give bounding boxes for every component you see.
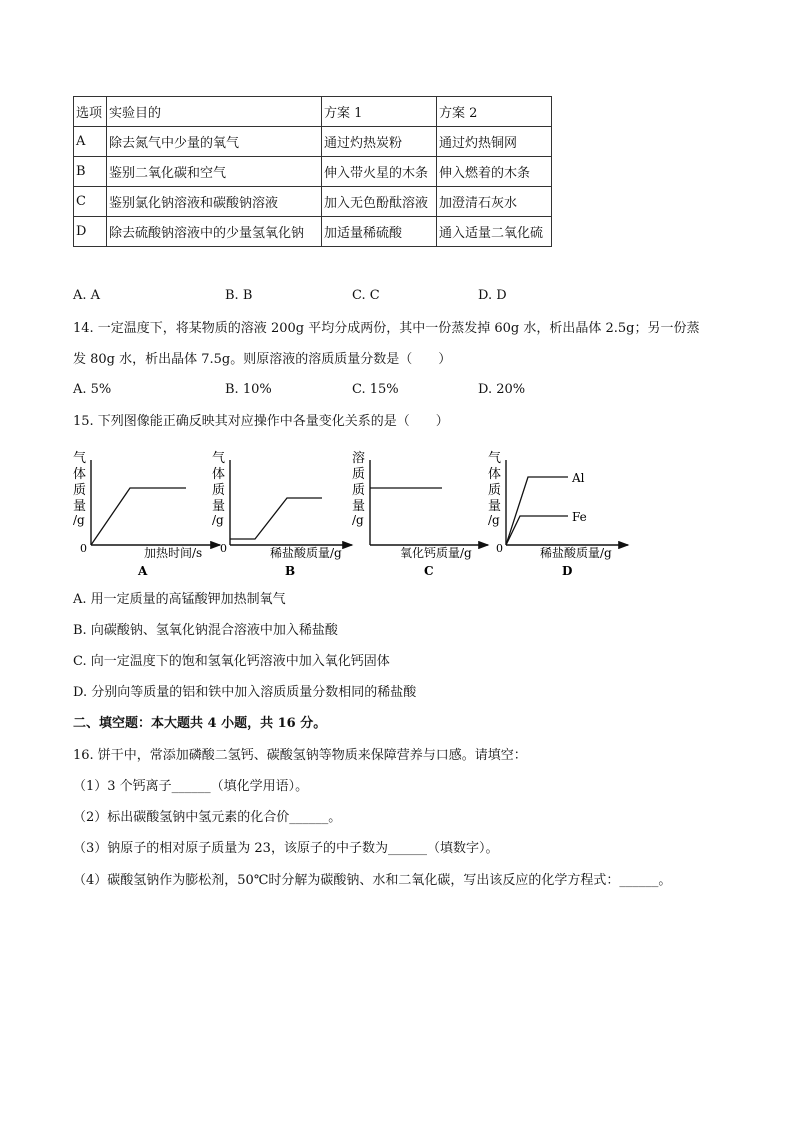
q14-option-b[interactable]: B. 10% <box>225 382 272 397</box>
graph-d-series-fe: Fe <box>572 510 587 524</box>
graph-a <box>73 451 220 578</box>
table-cell: D <box>74 217 107 247</box>
table-cell: 通入适量二氧化硫 <box>437 217 552 247</box>
table-cell: 加入无色酚酞溶液 <box>322 187 437 217</box>
graph-d-ylabel-3: 质 <box>488 483 502 498</box>
table-cell: 鉴别氯化钠溶液和碳酸钠溶液 <box>107 187 322 217</box>
graph-a-letter: A <box>138 564 148 578</box>
table-cell: 通过灼热炭粉 <box>322 127 437 157</box>
graph-d-xlabel: 稀盐酸质量/g <box>540 546 612 560</box>
graph-d-curve-fe <box>506 516 568 545</box>
graph-c-xlabel: 氧化钙质量/g <box>400 546 472 560</box>
graph-a-origin: 0 <box>80 542 87 555</box>
graph-c-ylabel-4: 量 <box>352 499 366 514</box>
q15-option-b[interactable]: B. 向碳酸钠、氢氧化钠混合溶液中加入稀盐酸 <box>73 623 338 638</box>
graph-c-letter: C <box>424 564 434 578</box>
graph-d-ylabel-2: 体 <box>488 467 502 482</box>
q14-stem-line1: 14. 一定温度下，将某物质的溶液 200g 平均分成两份，其中一份蒸发掉 60g 水，析出晶体 2.5g；另一份蒸 <box>73 321 700 336</box>
q15-option-a[interactable]: A. 用一定质量的高锰酸钾加热制氧气 <box>73 592 286 607</box>
q15-stem: 15. 下列图像能正确反映其对应操作中各量变化关系的是（ ） <box>73 414 449 429</box>
q16-item-3: （3）钠原子的相对原子质量为 23，该原子的中子数为______（填数字）。 <box>73 841 499 856</box>
graph-c-ylabel-5: /g <box>352 513 364 527</box>
q13-option-d[interactable]: D. D <box>478 288 507 303</box>
graph-d-ylabel-4: 量 <box>488 499 502 514</box>
graph-b <box>212 451 352 578</box>
graph-d-ylabel-5: /g <box>488 513 500 527</box>
graph-a-curve <box>91 488 186 545</box>
table-cell: 通过灼热铜网 <box>437 127 552 157</box>
graph-d <box>488 451 628 578</box>
graph-d-series-al: Al <box>572 471 585 485</box>
graph-a-ylabel-2: 体 <box>73 467 87 482</box>
graph-a-ylabel-4: 量 <box>73 499 87 514</box>
table-header-cell: 选项 <box>74 97 107 127</box>
table-cell: C <box>74 187 107 217</box>
graph-d-origin: 0 <box>496 542 503 555</box>
graph-d-ylabel-1: 气 <box>488 451 502 466</box>
graph-c-ylabel-3: 质 <box>352 483 366 498</box>
q16-item-2: （2）标出碳酸氢钠中氢元素的化合价______。 <box>73 810 342 825</box>
graph-c-ylabel-1: 溶 <box>352 451 366 466</box>
q15-option-c[interactable]: C. 向一定温度下的饱和氢氧化钙溶液中加入氧化钙固体 <box>73 654 390 669</box>
graph-b-ylabel-2: 体 <box>212 467 226 482</box>
graph-b-ylabel-3: 质 <box>212 483 226 498</box>
table-cell: A <box>74 127 107 157</box>
graph-b-letter: B <box>285 564 296 578</box>
q14-stem-line2: 发 80g 水，析出晶体 7.5g。则原溶液的溶质质量分数是（ ） <box>73 352 452 367</box>
graph-c <box>352 450 488 578</box>
q13-option-a[interactable]: A. A <box>73 288 101 303</box>
graph-b-ylabel-5: /g <box>212 513 224 527</box>
q13-option-c[interactable]: C. C <box>352 288 380 303</box>
q16-item-4: （4）碳酸氢钠作为膨松剂，50℃时分解为碳酸钠、水和二氧化碳，写出该反应的化学方程式：______。 <box>73 873 672 888</box>
table-cell: 加适量稀硫酸 <box>322 217 437 247</box>
table-header-cell: 方案 1 <box>322 97 437 127</box>
q13-option-b[interactable]: B. B <box>225 288 253 303</box>
graph-a-ylabel-1: 气 <box>73 451 87 466</box>
graph-b-curve <box>230 498 322 539</box>
table-cell: 加澄清石灰水 <box>437 187 552 217</box>
table-cell: 伸入燃着的木条 <box>437 157 552 187</box>
graph-b-xlabel: 稀盐酸质量/g <box>270 546 342 560</box>
table-cell: B <box>74 157 107 187</box>
graph-d-letter: D <box>562 564 573 578</box>
q14-option-c[interactable]: C. 15% <box>352 382 399 397</box>
q15-option-d[interactable]: D. 分别向等质量的铝和铁中加入溶质质量分数相同的稀盐酸 <box>73 685 417 700</box>
section-heading: 二、填空题：本大题共 4 小题，共 16 分。 <box>73 716 327 731</box>
q16-item-1: （1）3 个钙离子______（填化学用语）。 <box>73 779 309 794</box>
graph-a-ylabel-5: /g <box>73 513 85 527</box>
table-header-cell: 实验目的 <box>107 97 322 127</box>
graph-b-ylabel-1: 气 <box>212 451 226 466</box>
graph-a-xlabel: 加热时间/s <box>144 546 203 560</box>
graph-a-ylabel-3: 质 <box>73 483 87 498</box>
q14-option-d[interactable]: D. 20% <box>478 382 526 397</box>
table-cell: 除去硫酸钠溶液中的少量氢氧化钠 <box>107 217 322 247</box>
graph-b-origin: 0 <box>220 542 227 555</box>
table-cell: 伸入带火星的木条 <box>322 157 437 187</box>
q14-option-a[interactable]: A. 5% <box>73 382 112 397</box>
graph-d-curve-al <box>506 477 568 545</box>
table-header-cell: 方案 2 <box>437 97 552 127</box>
table-cell: 除去氮气中少量的氧气 <box>107 127 322 157</box>
graph-b-ylabel-4: 量 <box>212 499 226 514</box>
graph-c-ylabel-2: 质 <box>352 467 366 482</box>
table-cell: 鉴别二氧化碳和空气 <box>107 157 322 187</box>
q16-stem: 16. 饼干中，常添加磷酸二氢钙、碳酸氢钠等物质来保障营养与口感。请填空： <box>73 748 527 763</box>
